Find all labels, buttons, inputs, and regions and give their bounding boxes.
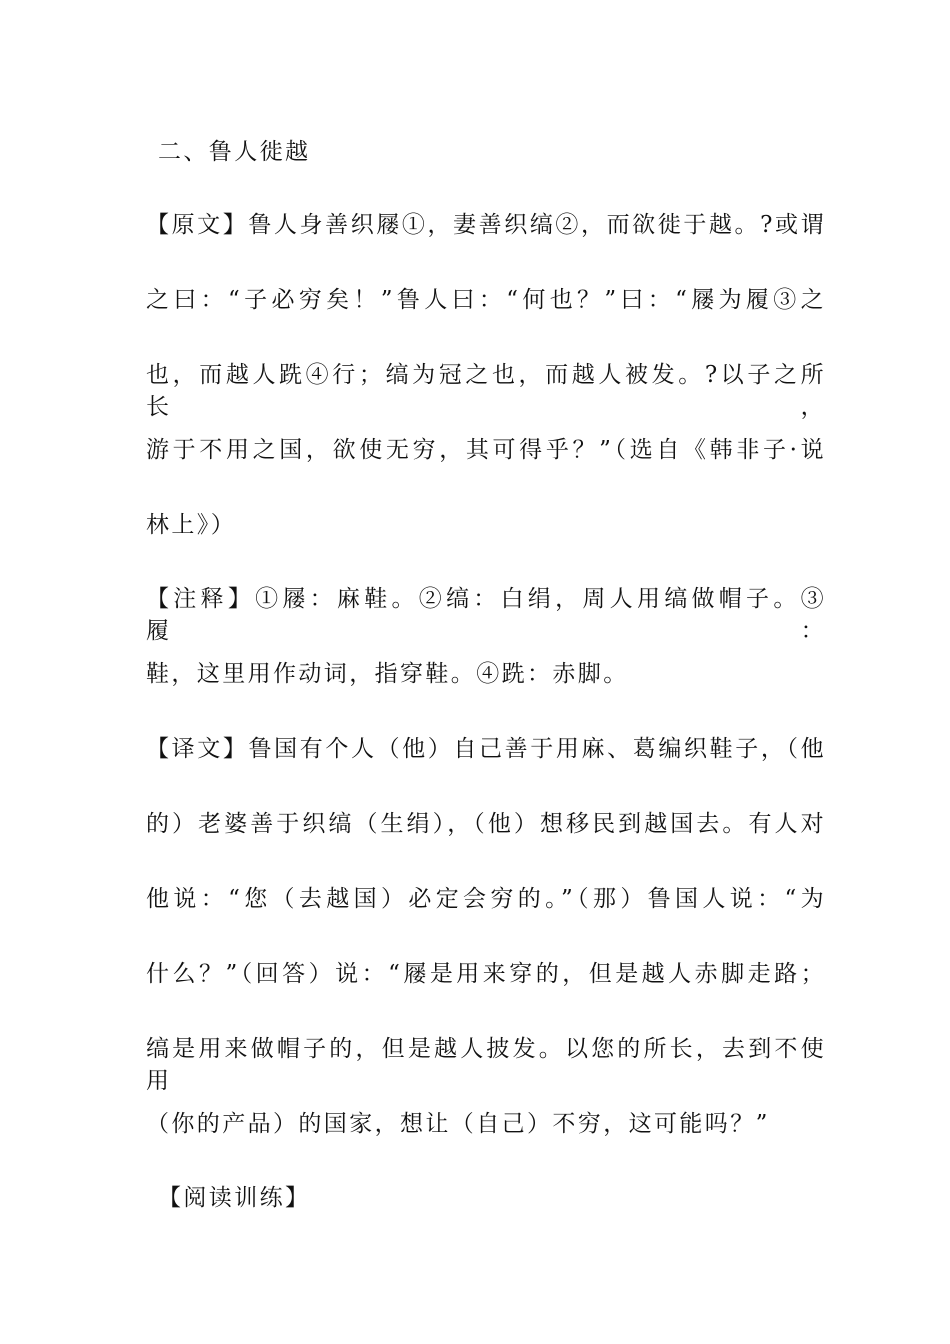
translation-line-6: （你的产品）的国家，想让（自己）不穷，这可能吗？”	[146, 1111, 770, 1137]
translation-line-2: 的）老婆善于织缟（生绢），（他）想移民到越国去。有人对	[146, 811, 826, 837]
original-line-5: 林上》）	[146, 512, 237, 538]
translation-line-4: 什么？”（回答）说：“屦是用来穿的，但是越人赤脚走路；	[146, 961, 826, 987]
original-line-2: 之曰：“子必穷矣！”鲁人曰：“何也？”曰：“屦为履③之	[146, 287, 826, 313]
section-title: 二、鲁人徙越	[158, 139, 311, 165]
translation-line-5: 缟是用来做帽子的，但是越人披发。以您的所长，去到不使用	[146, 1036, 826, 1094]
translation-line-3: 他说：“您（去越国）必定会穷的。”（那）鲁国人说：“为	[146, 886, 826, 912]
original-line-1: 【原文】鲁人身善织屦①，妻善织缟②，而欲徙于越。?或谓	[146, 212, 826, 238]
original-line-4: 游于不用之国，欲使无穷，其可得乎？”（选自《韩非子·说	[146, 437, 826, 463]
original-line-3: 也，而越人跣④行；缟为冠之也，而越人被发。?以子之所长，	[146, 362, 826, 420]
notes-line-1: 【注释】①屦：麻鞋。②缟：白绢，周人用缟做帽子。③履：	[146, 586, 826, 644]
translation-line-1: 【译文】鲁国有个人（他）自己善于用麻、葛编织鞋子，（他	[146, 736, 826, 762]
reading-training-heading: 【阅读训练】	[158, 1185, 311, 1211]
notes-line-2: 鞋，这里用作动词，指穿鞋。④跣：赤脚。	[146, 661, 629, 687]
